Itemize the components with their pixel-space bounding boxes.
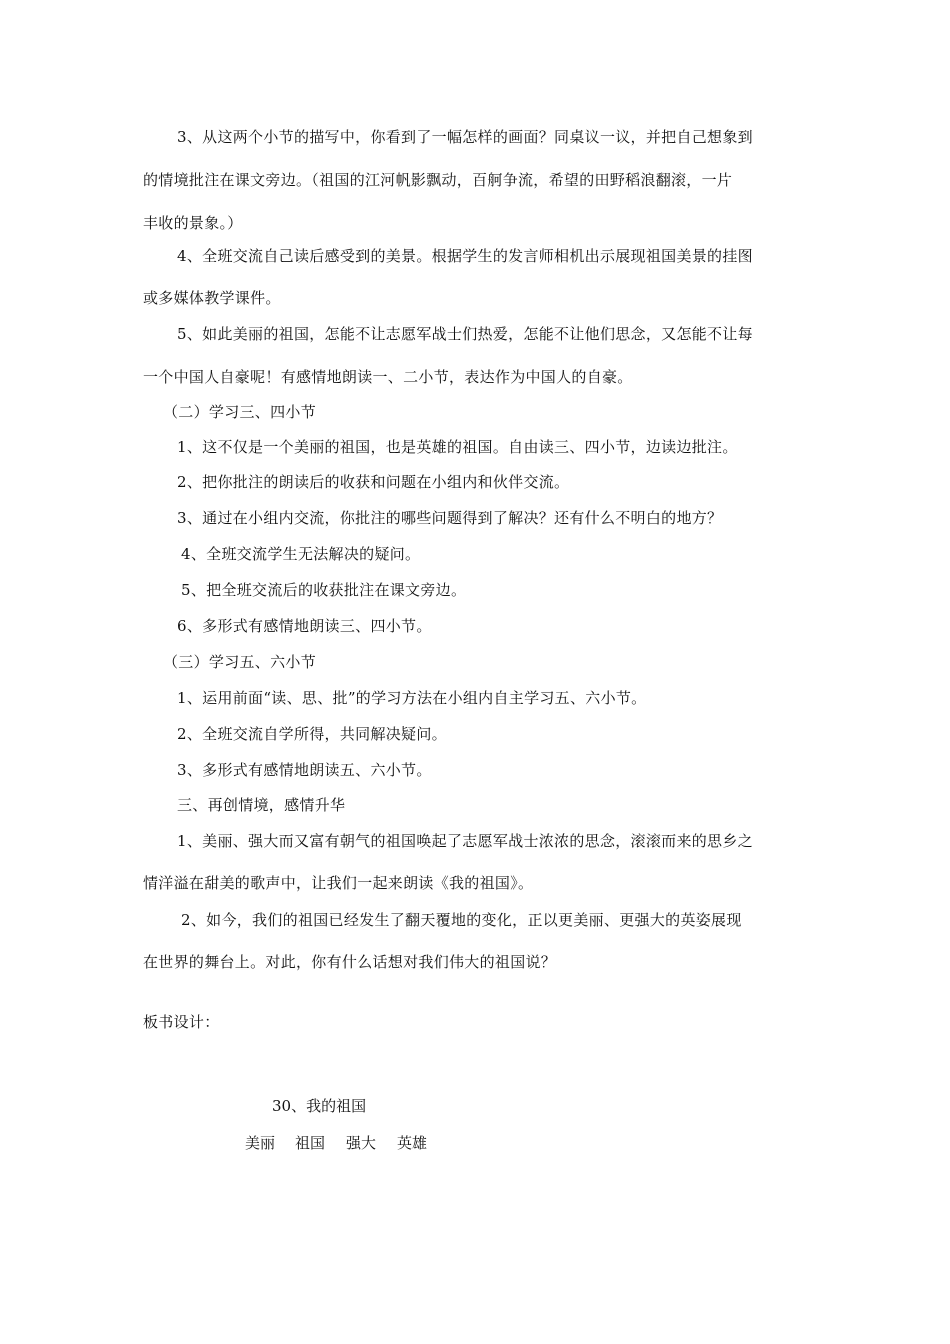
section-heading: （二）学习三、四小节 <box>163 403 317 421</box>
list-item: 5、把全班交流后的收获批注在课文旁边。 <box>181 581 467 599</box>
list-item: 3、多形式有感情地朗读五、六小节。 <box>177 761 432 779</box>
paragraph-line: 5、如此美丽的祖国，怎能不让志愿军战士们热爱，怎能不让他们思念，又怎能不让每 <box>177 325 753 343</box>
paragraph-line: 一个中国人自豪呢！有感情地朗读一、二小节，表达作为中国人的自豪。 <box>143 368 633 386</box>
list-item: 6、多形式有感情地朗读三、四小节。 <box>177 617 432 635</box>
board-word: 英雄 <box>397 1134 428 1152</box>
paragraph-line: 3、从这两个小节的描写中，你看到了一幅怎样的画面？同桌议一议，并把自己想象到 <box>177 128 753 146</box>
list-item: 2、全班交流自学所得，共同解决疑问。 <box>177 725 447 743</box>
paragraph-line: 4、全班交流自己读后感受到的美景。根据学生的发言师相机出示展现祖国美景的挂图 <box>177 247 753 265</box>
section-heading: （三）学习五、六小节 <box>163 653 317 671</box>
section-heading: 三、再创情境，感情升华 <box>177 796 346 814</box>
board-word: 祖国 <box>295 1134 326 1152</box>
board-title: 30、我的祖国 <box>272 1097 367 1115</box>
paragraph-line: 丰收的景象。） <box>143 214 243 232</box>
paragraph-line: 情洋溢在甜美的歌声中，让我们一起来朗读《我的祖国》。 <box>143 874 534 892</box>
list-item: 4、全班交流学生无法解决的疑问。 <box>181 545 421 563</box>
paragraph-line: 1、美丽、强大而又富有朝气的祖国唤起了志愿军战士浓浓的思念，滚滚而来的思乡之 <box>177 832 753 850</box>
paragraph-line: 2、如今，我们的祖国已经发生了翻天覆地的变化，正以更美丽、更强大的英姿展现 <box>181 911 742 929</box>
paragraph-line: 或多媒体教学课件。 <box>143 289 281 307</box>
paragraph-line: 在世界的舞台上。对此，你有什么话想对我们伟大的祖国说？ <box>143 953 557 971</box>
list-item: 3、通过在小组内交流，你批注的哪些问题得到了解决？还有什么不明白的地方？ <box>177 509 723 527</box>
paragraph-line: 的情境批注在课文旁边。（祖国的江河帆影飘动，百舸争流，希望的田野稻浪翻滚，一片 <box>143 171 733 189</box>
list-item: 2、把你批注的朗读后的收获和问题在小组内和伙伴交流。 <box>177 473 570 491</box>
list-item: 1、运用前面“读、思、批”的学习方法在小组内自主学习五、六小节。 <box>177 689 647 707</box>
board-word: 强大 <box>346 1134 377 1152</box>
list-item: 1、这不仅是一个美丽的祖国，也是英雄的祖国。自由读三、四小节，边读边批注。 <box>177 438 738 456</box>
board-word: 美丽 <box>245 1134 276 1152</box>
board-design-label: 板书设计： <box>143 1013 220 1031</box>
